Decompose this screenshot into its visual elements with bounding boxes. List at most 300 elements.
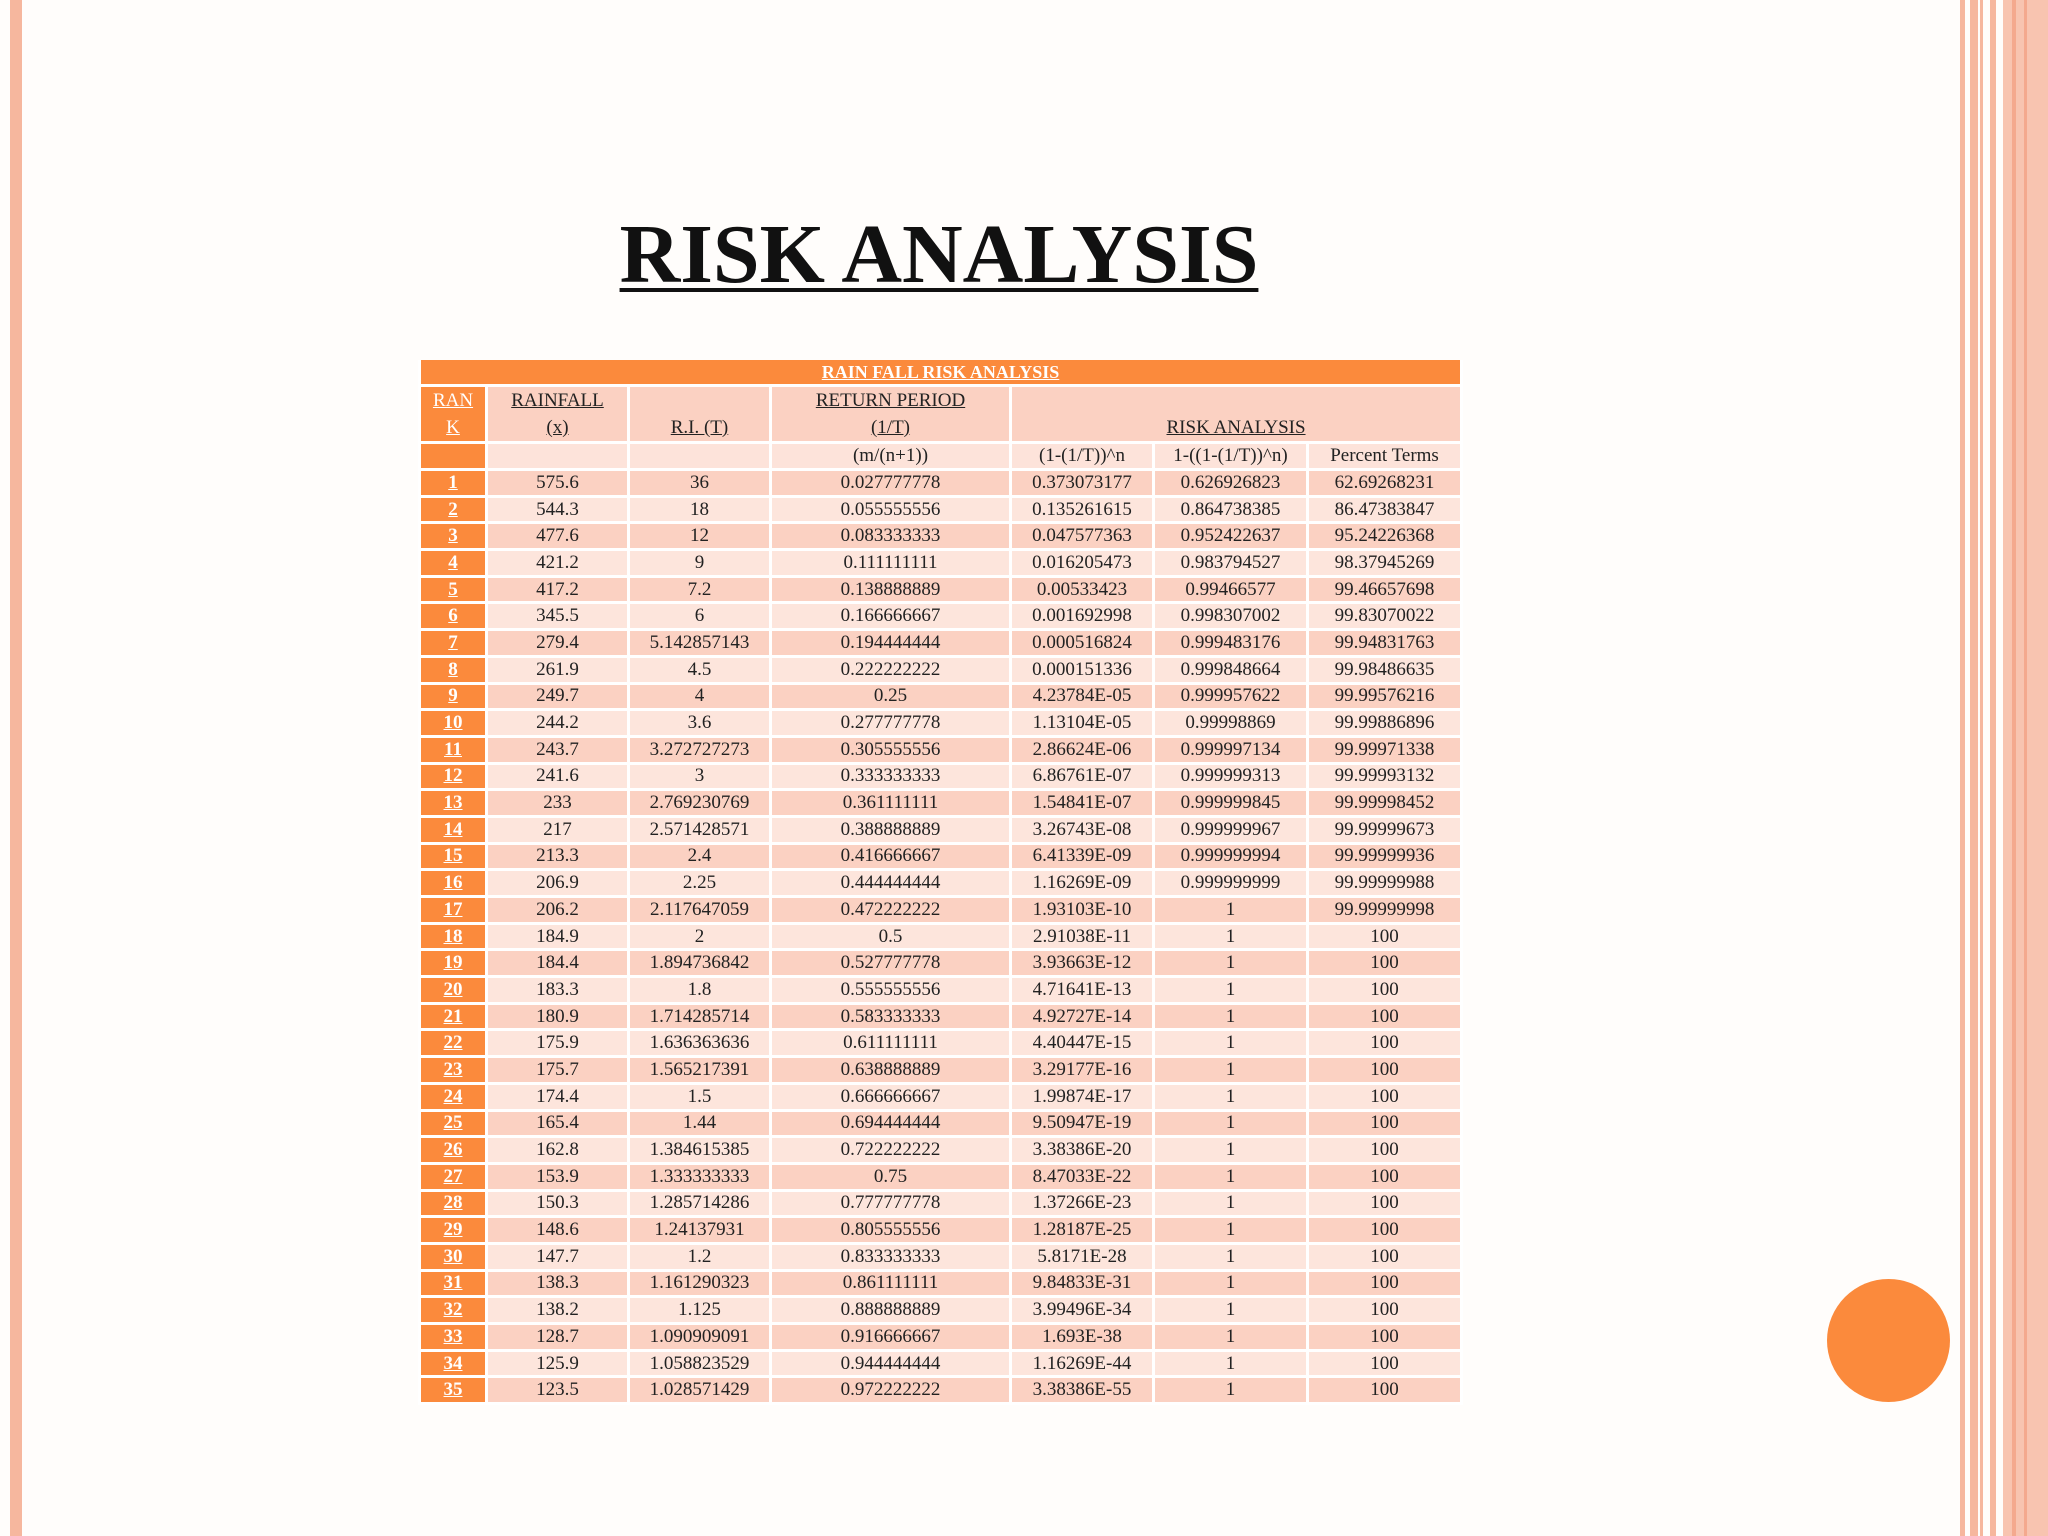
- rank-cell: 17: [420, 897, 487, 924]
- rainfall-header-line1: RAINFALL: [511, 390, 604, 411]
- return-period-cell: 0.777777778: [771, 1190, 1011, 1217]
- risk-prob-cell: 0.999997134: [1154, 736, 1308, 763]
- nonexceed-prob-cell: 4.92727E-14: [1011, 1003, 1154, 1030]
- nonexceed-prob-cell: 1.28187E-25: [1011, 1217, 1154, 1244]
- percent-cell: 99.99576216: [1308, 683, 1462, 710]
- return-period-cell: 0.833333333: [771, 1243, 1011, 1270]
- table-row: [420, 736, 1462, 763]
- table-row: [420, 496, 1462, 523]
- rainfall-cell: 175.7: [487, 1057, 629, 1084]
- return-period-cell: 0.611111111: [771, 1030, 1011, 1057]
- return-interval-cell: 1.5: [629, 1083, 771, 1110]
- rainfall-cell: 148.6: [487, 1217, 629, 1244]
- return-period-cell: 0.722222222: [771, 1137, 1011, 1164]
- rank-cell: 34: [420, 1350, 487, 1377]
- rainfall-cell: 241.6: [487, 763, 629, 790]
- rank-cell: 26: [420, 1137, 487, 1164]
- percent-cell: 95.24226368: [1308, 523, 1462, 550]
- table-row: [420, 656, 1462, 683]
- risk-prob-cell: 0.998307002: [1154, 603, 1308, 630]
- return-period-cell: 0.916666667: [771, 1324, 1011, 1351]
- table-row: [420, 1324, 1462, 1351]
- return-interval-cell: 1.125: [629, 1297, 771, 1324]
- rainfall-cell: 279.4: [487, 630, 629, 657]
- rank-cell: 15: [420, 843, 487, 870]
- table-row: [420, 1190, 1462, 1217]
- nonexceed-prob-cell: 3.38386E-55: [1011, 1377, 1154, 1404]
- rainfall-cell: 206.9: [487, 870, 629, 897]
- rainfall-cell: 165.4: [487, 1110, 629, 1137]
- return-period-header: [771, 386, 1011, 443]
- right-border-stripe: [1990, 0, 1996, 1536]
- rainfall-header-line2: (x): [546, 417, 569, 438]
- risk-prob-cell: 0.983794527: [1154, 550, 1308, 577]
- nonexceed-prob-cell: 9.50947E-19: [1011, 1110, 1154, 1137]
- right-border-stripe: [1960, 0, 1965, 1536]
- subheader-cell: 1-((1-(1/T))^n): [1154, 443, 1308, 470]
- risk-prob-cell: 1: [1154, 1217, 1308, 1244]
- return-interval-cell: 2.571428571: [629, 816, 771, 843]
- return-period-cell: 0.138888889: [771, 576, 1011, 603]
- percent-cell: 100: [1308, 1057, 1462, 1084]
- right-border-stripe: [2012, 0, 2016, 1536]
- return-period-cell: 0.666666667: [771, 1083, 1011, 1110]
- table-row: [420, 843, 1462, 870]
- subheader-cell: [487, 443, 629, 470]
- return-interval-cell: 1.028571429: [629, 1377, 771, 1404]
- return-interval-cell: 1.24137931: [629, 1217, 771, 1244]
- rainfall-cell: 123.5: [487, 1377, 629, 1404]
- nonexceed-prob-cell: 6.86761E-07: [1011, 763, 1154, 790]
- rainfall-cell: 184.4: [487, 950, 629, 977]
- risk-header-label: RISK ANALYSIS: [1166, 417, 1306, 438]
- subheader-row: [420, 443, 1462, 470]
- return-period-cell: 0.75: [771, 1163, 1011, 1190]
- nonexceed-prob-cell: 0.135261615: [1011, 496, 1154, 523]
- percent-cell: 100: [1308, 923, 1462, 950]
- rainfall-cell: 128.7: [487, 1324, 629, 1351]
- risk-prob-cell: 1: [1154, 1190, 1308, 1217]
- table-row: [420, 1297, 1462, 1324]
- rank-cell: 11: [420, 736, 487, 763]
- percent-cell: 99.46657698: [1308, 576, 1462, 603]
- return-interval-cell: 1.8: [629, 977, 771, 1004]
- rank-cell: 28: [420, 1190, 487, 1217]
- percent-cell: 100: [1308, 1190, 1462, 1217]
- right-border-stripe: [2024, 0, 2027, 1536]
- return-period-cell: 0.861111111: [771, 1270, 1011, 1297]
- rainfall-cell: 162.8: [487, 1137, 629, 1164]
- percent-cell: 100: [1308, 1350, 1462, 1377]
- return-interval-cell: 2.769230769: [629, 790, 771, 817]
- table-row: [420, 1350, 1462, 1377]
- percent-cell: 99.98486635: [1308, 656, 1462, 683]
- table-row: [420, 470, 1462, 497]
- rainfall-header: [487, 386, 629, 443]
- rank-cell: 20: [420, 977, 487, 1004]
- subheader-cell: [420, 443, 487, 470]
- rainfall-cell: 180.9: [487, 1003, 629, 1030]
- return-interval-cell: 5.142857143: [629, 630, 771, 657]
- nonexceed-prob-cell: 1.16269E-09: [1011, 870, 1154, 897]
- nonexceed-prob-cell: 1.693E-38: [1011, 1324, 1154, 1351]
- nonexceed-prob-cell: 4.40447E-15: [1011, 1030, 1154, 1057]
- decorative-circle: [1827, 1279, 1950, 1402]
- risk-prob-cell: 0.999999994: [1154, 843, 1308, 870]
- rainfall-cell: 244.2: [487, 710, 629, 737]
- risk-prob-cell: 0.864738385: [1154, 496, 1308, 523]
- percent-cell: 99.99993132: [1308, 763, 1462, 790]
- table-row: [420, 1163, 1462, 1190]
- return-interval-cell: 6: [629, 603, 771, 630]
- return-interval-cell: 36: [629, 470, 771, 497]
- table-row: [420, 710, 1462, 737]
- nonexceed-prob-cell: 3.93663E-12: [1011, 950, 1154, 977]
- ri-header: [629, 386, 771, 443]
- percent-cell: 86.47383847: [1308, 496, 1462, 523]
- return-interval-cell: 1.161290323: [629, 1270, 771, 1297]
- rank-cell: 1: [420, 470, 487, 497]
- nonexceed-prob-cell: 3.26743E-08: [1011, 816, 1154, 843]
- rainfall-cell: 421.2: [487, 550, 629, 577]
- risk-prob-cell: 1: [1154, 977, 1308, 1004]
- percent-cell: 99.99971338: [1308, 736, 1462, 763]
- rank-cell: 33: [420, 1324, 487, 1351]
- table-row: [420, 977, 1462, 1004]
- rainfall-cell: 213.3: [487, 843, 629, 870]
- return-period-cell: 0.361111111: [771, 790, 1011, 817]
- table-row: [420, 1137, 1462, 1164]
- return-interval-cell: 7.2: [629, 576, 771, 603]
- percent-cell: 100: [1308, 1324, 1462, 1351]
- return-interval-cell: 1.894736842: [629, 950, 771, 977]
- rainfall-cell: 153.9: [487, 1163, 629, 1190]
- table-row: [420, 870, 1462, 897]
- return-period-cell: 0.638888889: [771, 1057, 1011, 1084]
- nonexceed-prob-cell: 1.93103E-10: [1011, 897, 1154, 924]
- percent-cell: 100: [1308, 1030, 1462, 1057]
- risk-prob-cell: 1: [1154, 1110, 1308, 1137]
- risk-prob-cell: 1: [1154, 1003, 1308, 1030]
- rank-cell: 29: [420, 1217, 487, 1244]
- rainfall-cell: 261.9: [487, 656, 629, 683]
- percent-cell: 100: [1308, 1003, 1462, 1030]
- risk-prob-cell: 0.999999845: [1154, 790, 1308, 817]
- rainfall-cell: 125.9: [487, 1350, 629, 1377]
- rank-cell: 13: [420, 790, 487, 817]
- right-border-stripe: [1970, 0, 1978, 1536]
- table-banner: RAIN FALL RISK ANALYSIS: [420, 360, 1462, 386]
- risk-prob-cell: 0.99466577: [1154, 576, 1308, 603]
- return-interval-cell: 1.565217391: [629, 1057, 771, 1084]
- return-period-cell: 0.111111111: [771, 550, 1011, 577]
- table-row: [420, 1003, 1462, 1030]
- risk-analysis-header: [1011, 386, 1462, 443]
- percent-cell: 99.99999988: [1308, 870, 1462, 897]
- rank-cell: 9: [420, 683, 487, 710]
- table-row: [420, 790, 1462, 817]
- rainfall-cell: 184.9: [487, 923, 629, 950]
- nonexceed-prob-cell: 8.47033E-22: [1011, 1163, 1154, 1190]
- table-row: [420, 950, 1462, 977]
- subheader-cell: [629, 443, 771, 470]
- risk-prob-cell: 0.999957622: [1154, 683, 1308, 710]
- return-interval-cell: 2.117647059: [629, 897, 771, 924]
- rank-header-line1: RAN: [432, 390, 474, 411]
- rainfall-cell: 233: [487, 790, 629, 817]
- return-interval-cell: 1.714285714: [629, 1003, 771, 1030]
- risk-prob-cell: 1: [1154, 1083, 1308, 1110]
- table-row: [420, 683, 1462, 710]
- nonexceed-prob-cell: 4.71641E-13: [1011, 977, 1154, 1004]
- nonexceed-prob-cell: 0.016205473: [1011, 550, 1154, 577]
- table-row: [420, 923, 1462, 950]
- return-interval-cell: 2.4: [629, 843, 771, 870]
- return-interval-cell: 4: [629, 683, 771, 710]
- risk-prob-cell: 0.999483176: [1154, 630, 1308, 657]
- header-row: [420, 386, 1462, 443]
- percent-cell: 62.69268231: [1308, 470, 1462, 497]
- return-period-cell: 0.888888889: [771, 1297, 1011, 1324]
- percent-cell: 100: [1308, 1163, 1462, 1190]
- rank-cell: 19: [420, 950, 487, 977]
- rank-cell: 25: [420, 1110, 487, 1137]
- rainfall-cell: 183.3: [487, 977, 629, 1004]
- percent-cell: 100: [1308, 977, 1462, 1004]
- rainfall-cell: 544.3: [487, 496, 629, 523]
- risk-prob-cell: 0.99998869: [1154, 710, 1308, 737]
- rainfall-cell: 243.7: [487, 736, 629, 763]
- rank-cell: 31: [420, 1270, 487, 1297]
- return-period-cell: 0.166666667: [771, 603, 1011, 630]
- percent-cell: 99.94831763: [1308, 630, 1462, 657]
- nonexceed-prob-cell: 0.047577363: [1011, 523, 1154, 550]
- rainfall-cell: 138.2: [487, 1297, 629, 1324]
- return-period-cell: 0.027777778: [771, 470, 1011, 497]
- percent-cell: 99.99999673: [1308, 816, 1462, 843]
- percent-cell: 99.99998452: [1308, 790, 1462, 817]
- return-interval-cell: 1.090909091: [629, 1324, 771, 1351]
- table-row: [420, 550, 1462, 577]
- table-row: [420, 1057, 1462, 1084]
- nonexceed-prob-cell: 1.16269E-44: [1011, 1350, 1154, 1377]
- return-interval-cell: 1.636363636: [629, 1030, 771, 1057]
- return-interval-cell: 1.2: [629, 1243, 771, 1270]
- risk-prob-cell: 1: [1154, 1324, 1308, 1351]
- return-period-cell: 0.416666667: [771, 843, 1011, 870]
- rank-cell: 2: [420, 496, 487, 523]
- rank-cell: 27: [420, 1163, 487, 1190]
- risk-prob-cell: 1: [1154, 897, 1308, 924]
- nonexceed-prob-cell: 1.37266E-23: [1011, 1190, 1154, 1217]
- risk-prob-cell: 0.626926823: [1154, 470, 1308, 497]
- rainfall-cell: 175.9: [487, 1030, 629, 1057]
- nonexceed-prob-cell: 0.000151336: [1011, 656, 1154, 683]
- return-period-cell: 0.083333333: [771, 523, 1011, 550]
- rank-header-line2: K: [446, 417, 460, 438]
- rainfall-cell: 217: [487, 816, 629, 843]
- risk-prob-cell: 0.999999313: [1154, 763, 1308, 790]
- rainfall-cell: 147.7: [487, 1243, 629, 1270]
- rank-cell: 3: [420, 523, 487, 550]
- rank-cell: 23: [420, 1057, 487, 1084]
- percent-cell: 100: [1308, 950, 1462, 977]
- risk-prob-cell: 1: [1154, 1297, 1308, 1324]
- return-period-cell: 0.527777778: [771, 950, 1011, 977]
- percent-cell: 99.99999936: [1308, 843, 1462, 870]
- rainfall-cell: 345.5: [487, 603, 629, 630]
- rank-cell: 10: [420, 710, 487, 737]
- rank-cell: 4: [420, 550, 487, 577]
- table-row: [420, 1243, 1462, 1270]
- rank-cell: 24: [420, 1083, 487, 1110]
- risk-prob-cell: 1: [1154, 1163, 1308, 1190]
- rank-cell: 35: [420, 1377, 487, 1404]
- table-row: [420, 1217, 1462, 1244]
- table-row: [420, 523, 1462, 550]
- return-interval-cell: 3.272727273: [629, 736, 771, 763]
- nonexceed-prob-cell: 0.00533423: [1011, 576, 1154, 603]
- nonexceed-prob-cell: 2.91038E-11: [1011, 923, 1154, 950]
- percent-cell: 99.83070022: [1308, 603, 1462, 630]
- nonexceed-prob-cell: 0.373073177: [1011, 470, 1154, 497]
- return-period-cell: 0.944444444: [771, 1350, 1011, 1377]
- return-interval-cell: 1.058823529: [629, 1350, 771, 1377]
- table-row: [420, 630, 1462, 657]
- risk-prob-cell: 1: [1154, 923, 1308, 950]
- risk-prob-cell: 1: [1154, 950, 1308, 977]
- return-header-line2: (1/T): [870, 417, 911, 438]
- rainfall-cell: 138.3: [487, 1270, 629, 1297]
- return-period-cell: 0.277777778: [771, 710, 1011, 737]
- table-row: [420, 763, 1462, 790]
- rank-header: [420, 386, 487, 443]
- return-period-cell: 0.222222222: [771, 656, 1011, 683]
- table-row: [420, 603, 1462, 630]
- right-border-stripe: [1980, 0, 1983, 1536]
- return-period-cell: 0.555555556: [771, 977, 1011, 1004]
- return-interval-cell: 9: [629, 550, 771, 577]
- return-interval-cell: 12: [629, 523, 771, 550]
- risk-prob-cell: 1: [1154, 1243, 1308, 1270]
- risk-prob-cell: 1: [1154, 1057, 1308, 1084]
- nonexceed-prob-cell: 2.86624E-06: [1011, 736, 1154, 763]
- return-period-cell: 0.694444444: [771, 1110, 1011, 1137]
- nonexceed-prob-cell: 1.99874E-17: [1011, 1083, 1154, 1110]
- ri-header-label: R.I. (T): [670, 417, 729, 438]
- return-interval-cell: 4.5: [629, 656, 771, 683]
- rank-cell: 32: [420, 1297, 487, 1324]
- return-interval-cell: 2.25: [629, 870, 771, 897]
- percent-cell: 100: [1308, 1297, 1462, 1324]
- subheader-cell: (m/(n+1)): [771, 443, 1011, 470]
- table-row: [420, 1030, 1462, 1057]
- rainfall-cell: 417.2: [487, 576, 629, 603]
- table-row: [420, 1083, 1462, 1110]
- return-interval-cell: 2: [629, 923, 771, 950]
- rainfall-cell: 174.4: [487, 1083, 629, 1110]
- risk-prob-cell: 1: [1154, 1030, 1308, 1057]
- return-period-cell: 0.333333333: [771, 763, 1011, 790]
- nonexceed-prob-cell: 6.41339E-09: [1011, 843, 1154, 870]
- return-interval-cell: 1.44: [629, 1110, 771, 1137]
- risk-prob-cell: 1: [1154, 1270, 1308, 1297]
- table-row: [420, 1110, 1462, 1137]
- nonexceed-prob-cell: 3.99496E-34: [1011, 1297, 1154, 1324]
- return-interval-cell: 1.285714286: [629, 1190, 771, 1217]
- rank-cell: 21: [420, 1003, 487, 1030]
- return-interval-cell: 3: [629, 763, 771, 790]
- nonexceed-prob-cell: 1.54841E-07: [1011, 790, 1154, 817]
- rainfall-cell: 150.3: [487, 1190, 629, 1217]
- percent-cell: 100: [1308, 1377, 1462, 1404]
- return-period-cell: 0.583333333: [771, 1003, 1011, 1030]
- table-row: [420, 816, 1462, 843]
- percent-cell: 100: [1308, 1110, 1462, 1137]
- rainfall-cell: 206.2: [487, 897, 629, 924]
- rank-cell: 7: [420, 630, 487, 657]
- table-row: [420, 1270, 1462, 1297]
- percent-cell: 100: [1308, 1243, 1462, 1270]
- return-period-cell: 0.388888889: [771, 816, 1011, 843]
- table-row: [420, 897, 1462, 924]
- percent-cell: 100: [1308, 1217, 1462, 1244]
- rank-cell: 5: [420, 576, 487, 603]
- table-row: [420, 1377, 1462, 1404]
- percent-cell: 100: [1308, 1083, 1462, 1110]
- percent-cell: 98.37945269: [1308, 550, 1462, 577]
- nonexceed-prob-cell: 0.000516824: [1011, 630, 1154, 657]
- nonexceed-prob-cell: 9.84833E-31: [1011, 1270, 1154, 1297]
- risk-analysis-table: [418, 360, 1463, 1405]
- risk-prob-cell: 0.999999999: [1154, 870, 1308, 897]
- return-period-cell: 0.194444444: [771, 630, 1011, 657]
- return-period-cell: 0.305555556: [771, 736, 1011, 763]
- percent-cell: 99.99999998: [1308, 897, 1462, 924]
- return-period-cell: 0.5: [771, 923, 1011, 950]
- subheader-cell: Percent Terms: [1308, 443, 1462, 470]
- subheader-cell: (1-(1/T))^n: [1011, 443, 1154, 470]
- risk-prob-cell: 0.952422637: [1154, 523, 1308, 550]
- rainfall-cell: 249.7: [487, 683, 629, 710]
- rank-cell: 16: [420, 870, 487, 897]
- rank-cell: 22: [420, 1030, 487, 1057]
- return-header-line1: RETURN PERIOD: [815, 390, 966, 411]
- percent-cell: 100: [1308, 1270, 1462, 1297]
- nonexceed-prob-cell: 1.13104E-05: [1011, 710, 1154, 737]
- nonexceed-prob-cell: 5.8171E-28: [1011, 1243, 1154, 1270]
- return-period-cell: 0.055555556: [771, 496, 1011, 523]
- return-period-cell: 0.472222222: [771, 897, 1011, 924]
- table-row: [420, 576, 1462, 603]
- risk-prob-cell: 1: [1154, 1350, 1308, 1377]
- table-banner-row: [420, 360, 1462, 386]
- rank-cell: 8: [420, 656, 487, 683]
- rainfall-cell: 477.6: [487, 523, 629, 550]
- return-interval-cell: 1.384615385: [629, 1137, 771, 1164]
- nonexceed-prob-cell: 3.29177E-16: [1011, 1057, 1154, 1084]
- rank-cell: 6: [420, 603, 487, 630]
- risk-prob-cell: 0.999848664: [1154, 656, 1308, 683]
- return-interval-cell: 1.333333333: [629, 1163, 771, 1190]
- return-period-cell: 0.25: [771, 683, 1011, 710]
- risk-prob-cell: 0.999999967: [1154, 816, 1308, 843]
- rank-cell: 12: [420, 763, 487, 790]
- return-interval-cell: 3.6: [629, 710, 771, 737]
- return-period-cell: 0.805555556: [771, 1217, 1011, 1244]
- return-period-cell: 0.972222222: [771, 1377, 1011, 1404]
- risk-prob-cell: 1: [1154, 1137, 1308, 1164]
